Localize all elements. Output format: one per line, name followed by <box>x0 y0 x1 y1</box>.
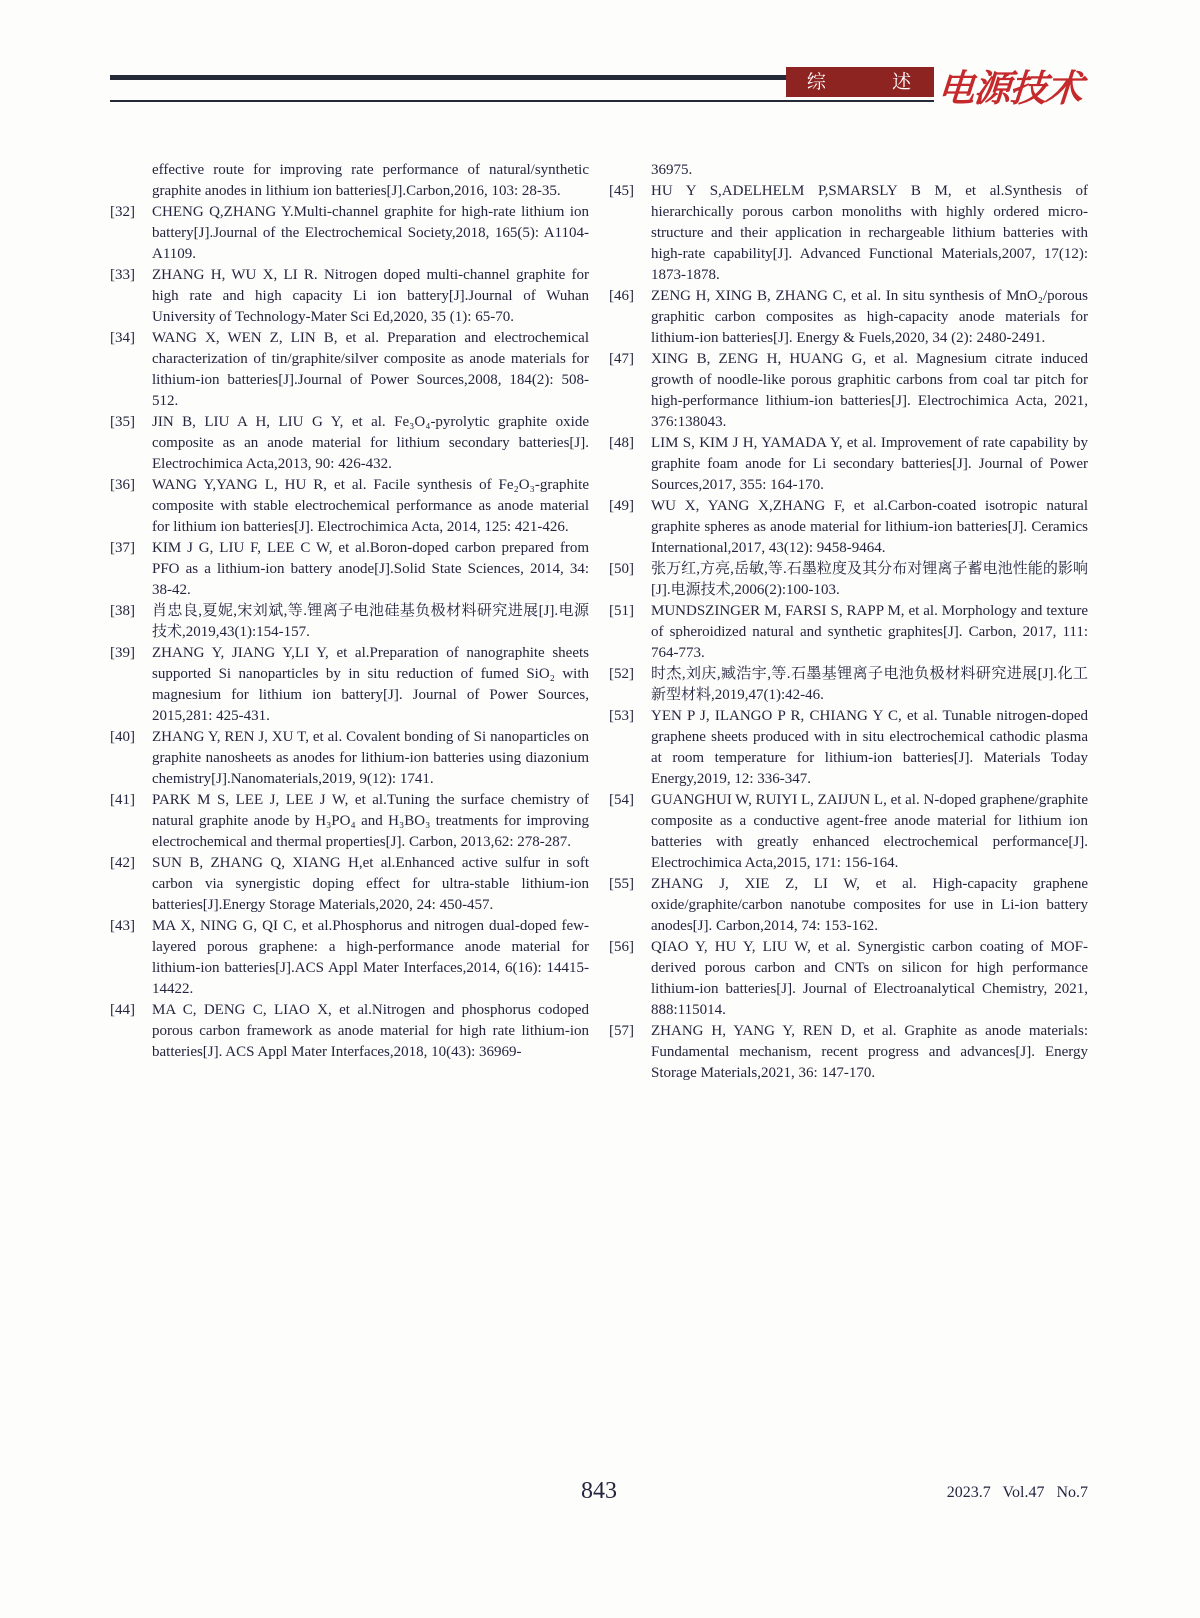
reference-number: [56] <box>609 939 634 955</box>
reference-text: QIAO Y, HU Y, LIU W, et al. Synergistic carbon coating of MOF-derived porous carbon and CNTs on silicon for high performance lithium-ion batteries[J]. Journal of Electroanalytical Chemistry, 2021, 888:115014. <box>651 939 1088 1018</box>
reference-item <box>110 853 589 916</box>
journal-logo: 电源技术 <box>936 66 1084 110</box>
reference-item <box>609 706 1088 790</box>
reference-text: XING B, ZENG H, HUANG G, et al. Magnesium citrate induced growth of noodle-like porous graphitic carbons from coal tar pitch for high-performance lithium-ion batteries[J]. Electrochimica Acta, 2021, 376:138043. <box>651 351 1088 430</box>
reference-text: MA X, NING G, QI C, et al.Phosphorus and nitrogen dual-doped few-layered porous graphene: a high-performance anode material for lithium-ion batteries[J].ACS Appl Mater Interfaces,2014, 6(16): 14415-14422. <box>152 918 589 997</box>
reference-text: 36975. <box>651 162 693 178</box>
reference-text: GUANGHUI W, RUIYI L, ZAIJUN L, et al. N-doped graphene/graphite composite as a conductive agent-free anode material for lithium ion batteries with greatly enhanced electrochemical performance[J]. Electrochimica Acta,2015, 171: 156-164. <box>651 792 1088 871</box>
reference-text: ZHANG Y, JIANG Y,LI Y, et al.Preparation of nanographite sheets supported Si nanoparticles by in situ reduction of fumed SiO₂ with magnesium for lithium ion battery[J]. Journal of Power Sources, 2015,281: 425-431. <box>152 645 589 724</box>
reference-number: [50] <box>609 561 634 577</box>
reference-continuation <box>110 160 589 202</box>
references-section <box>110 160 1088 1084</box>
reference-item <box>110 538 589 601</box>
reference-text: ZENG H, XING B, ZHANG C, et al. In situ synthesis of MnO₂/porous graphitic carbon composites as high-capacity anode materials for lithium-ion batteries[J]. Energy & Fuels,2020, 34 (2): 2480-2491. <box>651 288 1088 346</box>
reference-item <box>609 286 1088 349</box>
reference-item <box>110 412 589 475</box>
reference-number: [52] <box>609 666 634 682</box>
header-rule-thick <box>110 75 786 80</box>
reference-item <box>110 916 589 1000</box>
reference-text: MUNDSZINGER M, FARSI S, RAPP M, et al. Morphology and texture of spheroidized natural and synthetic graphites[J]. Carbon, 2017, 111: 764-773. <box>651 603 1088 661</box>
reference-item <box>609 1021 1088 1084</box>
section-badge: 综 述 <box>786 67 934 97</box>
reference-item <box>110 727 589 790</box>
reference-continuation <box>609 160 1088 181</box>
reference-text: ZHANG Y, REN J, XU T, et al. Covalent bonding of Si nanoparticles on graphite nanosheets as anodes for lithium-ion batteries using diazonium chemistry[J].Nanomaterials,2019, 9(12): 1741. <box>152 729 589 787</box>
reference-item <box>609 433 1088 496</box>
reference-number: [41] <box>110 792 135 808</box>
reference-number: [38] <box>110 603 135 619</box>
reference-number: [57] <box>609 1023 634 1039</box>
reference-text: SUN B, ZHANG Q, XIANG H,et al.Enhanced active sulfur in soft carbon via synergistic doping effect for ultra-stable lithium-ion batteries[J].Energy Storage Materials,2020, 24: 450-457. <box>152 855 589 913</box>
reference-text: PARK M S, LEE J, LEE J W, et al.Tuning the surface chemistry of natural graphite anode by H₃PO₄ and H₃BO₃ treatments for improving electrochemical and thermal properties[J]. Carbon, 2013,62: 278-287. <box>152 792 589 850</box>
reference-text: effective route for improving rate performance of natural/synthetic graphite anodes in lithium ion batteries[J].Carbon,2016, 103: 28-35. <box>152 162 589 199</box>
reference-text: ZHANG J, XIE Z, LI W, et al. High-capacity graphene oxide/graphite/carbon nanotube composites for use in Li-ion battery anodes[J]. Carbon,2014, 74: 153-162. <box>651 876 1088 934</box>
reference-text: YEN P J, ILANGO P R, CHIANG Y C, et al. Tunable nitrogen-doped graphene sheets produced with in situ electrochemical cathodic plasma at room temperature for lithium-ion batteries[J]. Materials Today Energy,2019, 12: 336-347. <box>651 708 1088 787</box>
reference-text: HU Y S,ADELHELM P,SMARSLY B M, et al.Synthesis of hierarchically porous carbon monoliths with highly ordered micro-structure and their application in rechargeable lithium batteries with high-rate capability[J]. Advanced Functional Materials,2007, 17(12): 1873-1878. <box>651 183 1088 283</box>
reference-item <box>609 790 1088 874</box>
reference-item <box>609 496 1088 559</box>
reference-text: 肖忠良,夏妮,宋刘斌,等.锂离子电池硅基负极材料研究进展[J].电源技术,2019,43(1):154-157. <box>152 603 589 640</box>
reference-item <box>110 202 589 265</box>
references-right-column <box>609 160 1088 1084</box>
reference-text: WANG Y,YANG L, HU R, et al. Facile synthesis of Fe₂O₃-graphite composite with stable electrochemical performance as anode material for lithium ion batteries[J]. Electrochimica Acta, 2014, 125: 421-426. <box>152 477 589 535</box>
reference-item <box>110 1000 589 1063</box>
reference-number: [48] <box>609 435 634 451</box>
reference-number: [49] <box>609 498 634 514</box>
reference-number: [37] <box>110 540 135 556</box>
reference-text: JIN B, LIU A H, LIU G Y, et al. Fe₃O₄-pyrolytic graphite oxide composite as an anode material for lithium secondary batteries[J]. Electrochimica Acta,2013, 90: 426-432. <box>152 414 589 472</box>
reference-text: WU X, YANG X,ZHANG F, et al.Carbon-coated isotropic natural graphite spheres as anode material for lithium-ion batteries[J]. Ceramics International,2017, 43(12): 9458-9464. <box>651 498 1088 556</box>
reference-text: CHENG Q,ZHANG Y.Multi-channel graphite for high-rate lithium ion battery[J].Journal of the Electrochemical Society,2018, 165(5): A1104-A1109. <box>152 204 589 262</box>
reference-number: [36] <box>110 477 135 493</box>
references-left-column <box>110 160 589 1084</box>
reference-number: [54] <box>609 792 634 808</box>
reference-text: LIM S, KIM J H, YAMADA Y, et al. Improvement of rate capability by graphite foam anode for Li secondary batteries[J]. Journal of Power Sources,2017, 355: 164-170. <box>651 435 1088 493</box>
page-number: 843 <box>581 1478 617 1504</box>
reference-item <box>609 601 1088 664</box>
reference-item <box>110 601 589 643</box>
reference-number: [35] <box>110 414 135 430</box>
reference-item <box>609 664 1088 706</box>
reference-number: [46] <box>609 288 634 304</box>
header-rule-thin <box>110 100 934 102</box>
reference-number: [55] <box>609 876 634 892</box>
reference-item <box>110 475 589 538</box>
reference-text: ZHANG H, WU X, LI R. Nitrogen doped multi-channel graphite for high rate and high capacity Li ion battery[J].Journal of Wuhan University of Technology-Mater Sci Ed,2020, 35 (1): 65-70. <box>152 267 589 325</box>
reference-text: MA C, DENG C, LIAO X, et al.Nitrogen and phosphorus codoped porous carbon framework as anode material for high rate lithium-ion batteries[J]. ACS Appl Mater Interfaces,2018, 10(43): 36969- <box>152 1002 589 1060</box>
reference-number: [33] <box>110 267 135 283</box>
reference-item <box>609 559 1088 601</box>
reference-number: [42] <box>110 855 135 871</box>
reference-item <box>609 874 1088 937</box>
reference-number: [45] <box>609 183 634 199</box>
issue-info: 2023.7 Vol.47 No.7 <box>946 1484 1088 1501</box>
reference-text: WANG X, WEN Z, LIN B, et al. Preparation and electrochemical characterization of tin/graphite/silver composite as anode materials for lithium-ion batteries[J].Journal of Power Sources,2008, 184(2): 508-512. <box>152 330 589 409</box>
reference-item <box>110 328 589 412</box>
reference-text: 时杰,刘庆,臧浩宇,等.石墨基锂离子电池负极材料研究进展[J].化工新型材料,2019,47(1):42-46. <box>651 666 1088 703</box>
reference-item <box>609 937 1088 1021</box>
reference-number: [47] <box>609 351 634 367</box>
reference-number: [53] <box>609 708 634 724</box>
reference-number: [40] <box>110 729 135 745</box>
reference-number: [51] <box>609 603 634 619</box>
page-content <box>110 62 1088 1084</box>
reference-item <box>609 181 1088 286</box>
reference-text: ZHANG H, YANG Y, REN D, et al. Graphite as anode materials: Fundamental mechanism, recent progress and advances[J]. Energy Storage Materials,2021, 36: 147-170. <box>651 1023 1088 1081</box>
reference-text: KIM J G, LIU F, LEE C W, et al.Boron-doped carbon prepared from PFO as a lithium-ion battery anode[J].Solid State Sciences, 2014, 34: 38-42. <box>152 540 589 598</box>
reference-number: [39] <box>110 645 135 661</box>
reference-item <box>110 643 589 727</box>
reference-number: [32] <box>110 204 135 220</box>
reference-text: 张万红,方亮,岳敏,等.石墨粒度及其分布对锂离子蓄电池性能的影响[J].电源技术,2006(2):100-103. <box>651 561 1088 598</box>
reference-item <box>110 265 589 328</box>
reference-item <box>609 349 1088 433</box>
reference-item <box>110 790 589 853</box>
page-footer <box>110 1478 1088 1518</box>
page-header <box>110 62 1088 112</box>
reference-number: [44] <box>110 1002 135 1018</box>
reference-number: [34] <box>110 330 135 346</box>
reference-number: [43] <box>110 918 135 934</box>
